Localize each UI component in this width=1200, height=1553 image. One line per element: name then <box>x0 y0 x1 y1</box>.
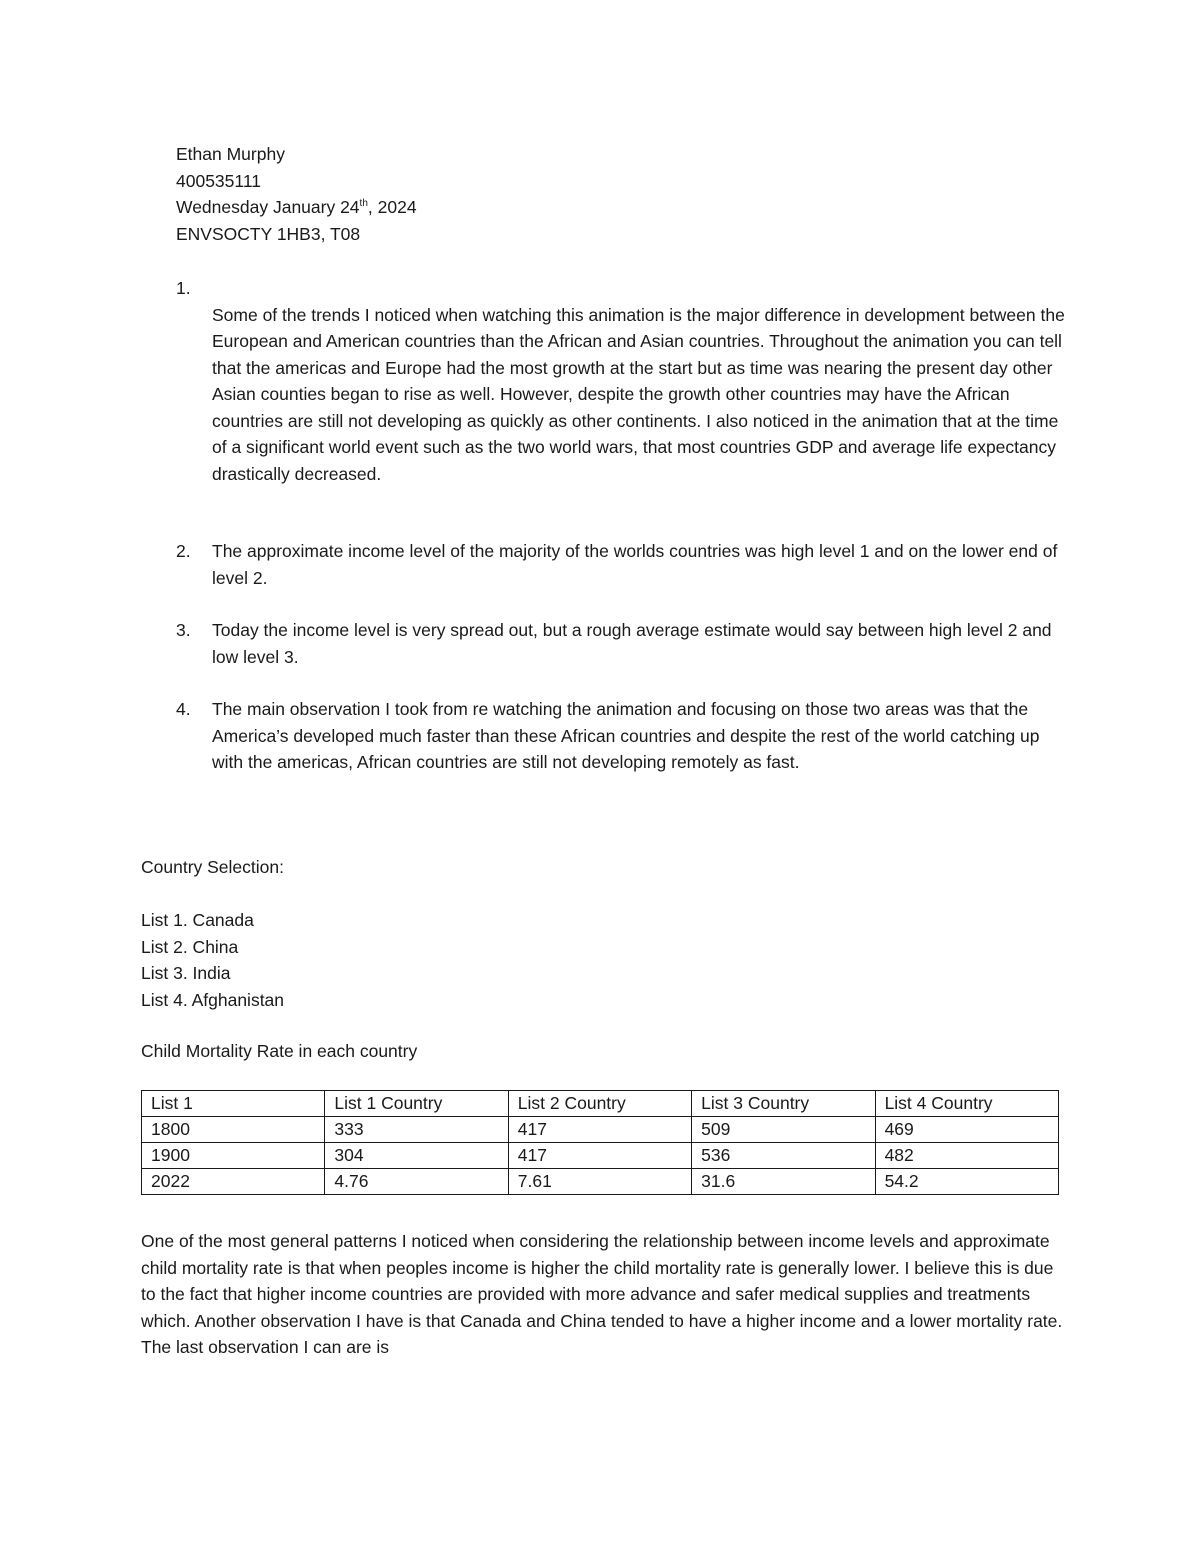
question-answer: Today the income level is very spread out, but a rough average estimate would say between high level 2 and low level 3. <box>212 620 1052 667</box>
table-cell: 417 <box>508 1117 691 1143</box>
table-header-cell: List 2 Country <box>508 1091 691 1117</box>
mortality-table <box>141 1090 1059 1195</box>
table-cell: 2022 <box>142 1169 325 1195</box>
table-header-cell: List 3 Country <box>692 1091 875 1117</box>
closing-paragraph: One of the most general patterns I noticed when considering the relationship between income levels and approximate child mortality rate is that when peoples income is higher the child mortality rate is generally lower. I believe this is due to the fact that higher income countries are provided with more advance and safer medical supplies and treatments which. Another observation I have is that Canada and China tended to have a higher income and a lower mortality rate. The last observation I can are is <box>141 1231 1063 1357</box>
document-header <box>176 141 417 247</box>
question-4 <box>176 696 1066 776</box>
question-number: 4. <box>176 699 191 719</box>
table-cell: 469 <box>875 1117 1058 1143</box>
course-code: ENVSOCTY 1HB3, T08 <box>176 223 361 244</box>
table-cell: 509 <box>692 1117 875 1143</box>
question-answer: The approximate income level of the majority of the worlds countries was high level 1 and on the lower end of level 2. <box>212 541 1058 588</box>
table-cell: 31.6 <box>692 1169 875 1195</box>
table-header-cell: List 1 <box>142 1091 325 1117</box>
table-cell: 536 <box>692 1143 875 1169</box>
list-item: List 2. China <box>141 936 239 957</box>
date-suffix: , 2024 <box>367 197 417 217</box>
question-number: 3. <box>176 620 191 640</box>
question-1 <box>176 275 1066 487</box>
table-header-cell: List 1 Country <box>325 1091 508 1117</box>
table-cell: 1900 <box>142 1143 325 1169</box>
country-selection-title: Country Selection: <box>141 857 284 877</box>
list-item: List 1. Canada <box>141 910 254 930</box>
table-cell: 304 <box>325 1143 508 1169</box>
table-row <box>142 1117 1059 1143</box>
mortality-table-title: Child Mortality Rate in each country <box>141 1041 418 1061</box>
list-item: List 3. India <box>141 963 231 983</box>
student-id: 400535111 <box>176 170 261 191</box>
list-item: List 4. Afghanistan <box>141 989 285 1010</box>
date-prefix: Wednesday January 24 <box>176 197 360 217</box>
author-name: Ethan Murphy <box>176 144 285 164</box>
table-cell: 482 <box>875 1143 1058 1169</box>
question-number: 2. <box>176 541 191 561</box>
question-3 <box>176 617 1066 670</box>
question-number: 1. <box>176 278 191 298</box>
table-cell: 333 <box>325 1117 508 1143</box>
question-2 <box>176 538 1066 591</box>
table-cell: 417 <box>508 1143 691 1169</box>
table-cell: 4.76 <box>325 1169 508 1195</box>
date-superscript: th <box>359 198 368 209</box>
table-row <box>142 1169 1059 1195</box>
table-header-cell: List 4 Country <box>875 1091 1058 1117</box>
submission-date <box>176 194 417 221</box>
table-row <box>142 1143 1059 1169</box>
question-answer: Some of the trends I noticed when watching this animation is the major difference in development between the European and American countries than the African and Asian countries. Throughout the animation you can tell that the americas and Europe had the most growth at the start but as time was nearing the present day other Asian counties began to rise as well. However, despite the growth other countries may have the African countries are still not developing as quickly as other continents. I also noticed in the animation that at the time of a significant world event such as the two world wars, that most countries GDP and average life expectancy drastically decreased. <box>212 304 1065 484</box>
table-cell: 54.2 <box>875 1169 1058 1195</box>
table-header-row <box>142 1091 1059 1117</box>
question-answer: The main observation I took from re watching the animation and focusing on those two areas was that the America’s developed much faster than these African countries and despite the rest of the world catching up with the americas, African countries are still not developing remotely as fast. <box>212 699 1040 772</box>
country-list <box>141 907 284 1013</box>
table-cell: 7.61 <box>508 1169 691 1195</box>
table-cell: 1800 <box>142 1117 325 1143</box>
